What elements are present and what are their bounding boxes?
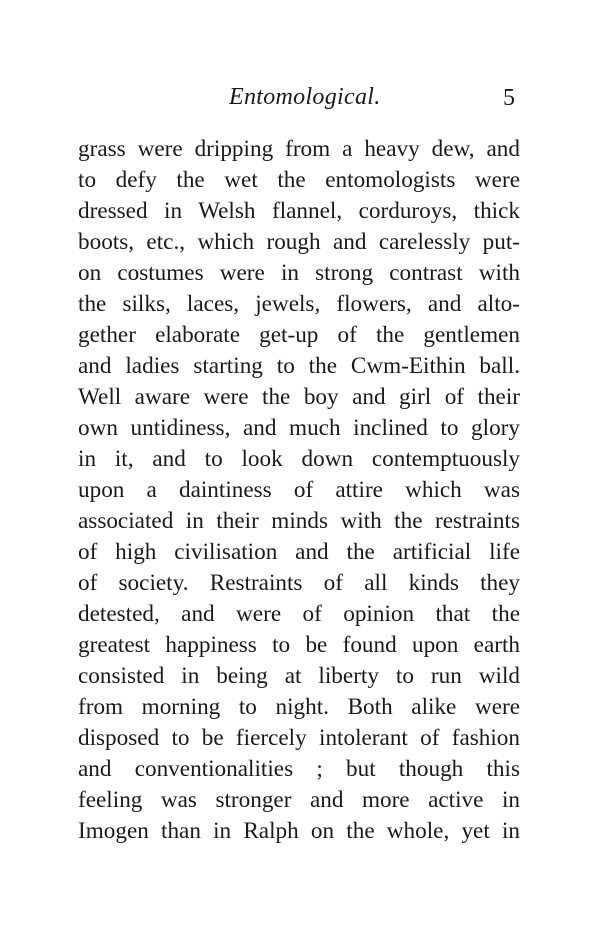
text-line: upon a daintiness of attire which was bbox=[78, 477, 520, 503]
text-line: to defy the wet the entomologists were bbox=[78, 167, 520, 193]
text-line: grass were dripping from a heavy dew, and bbox=[78, 136, 520, 162]
text-line: disposed to be fiercely intolerant of fashion bbox=[78, 725, 520, 751]
text-line: boots, etc., which rough and carelessly put- bbox=[78, 229, 520, 255]
text-line: greatest happiness to be found upon earth bbox=[78, 632, 520, 658]
text-line: in it, and to look down contemptuously bbox=[78, 446, 520, 472]
running-head bbox=[0, 84, 600, 118]
text-line: detested, and were of opinion that the bbox=[78, 601, 520, 627]
body-text bbox=[78, 134, 520, 847]
text-line: feeling was stronger and more active in bbox=[78, 787, 520, 813]
text-line: associated in their minds with the restraints bbox=[78, 508, 520, 534]
text-line: and conventionalities ; but though this bbox=[78, 756, 520, 782]
running-title: Entomological. bbox=[229, 84, 381, 110]
text-line: of society. Restraints of all kinds they bbox=[78, 570, 520, 596]
text-line: of high civilisation and the artificial life bbox=[78, 539, 520, 565]
text-line: Well aware were the boy and girl of their bbox=[78, 384, 520, 410]
text-line: on costumes were in strong contrast with bbox=[78, 260, 520, 286]
text-line: consisted in being at liberty to run wild bbox=[78, 663, 520, 689]
text-line: Imogen than in Ralph on the whole, yet in bbox=[78, 818, 520, 844]
text-line: gether elaborate get-up of the gentlemen bbox=[78, 322, 520, 348]
text-line: dressed in Welsh flannel, corduroys, thick bbox=[78, 198, 520, 224]
text-line: from morning to night. Both alike were bbox=[78, 694, 520, 720]
text-line: own untidiness, and much inclined to glory bbox=[78, 415, 520, 441]
text-line: the silks, laces, jewels, flowers, and alto- bbox=[78, 291, 520, 317]
text-line: and ladies starting to the Cwm-Eithin ball. bbox=[78, 353, 520, 379]
page-number: 5 bbox=[503, 85, 515, 111]
